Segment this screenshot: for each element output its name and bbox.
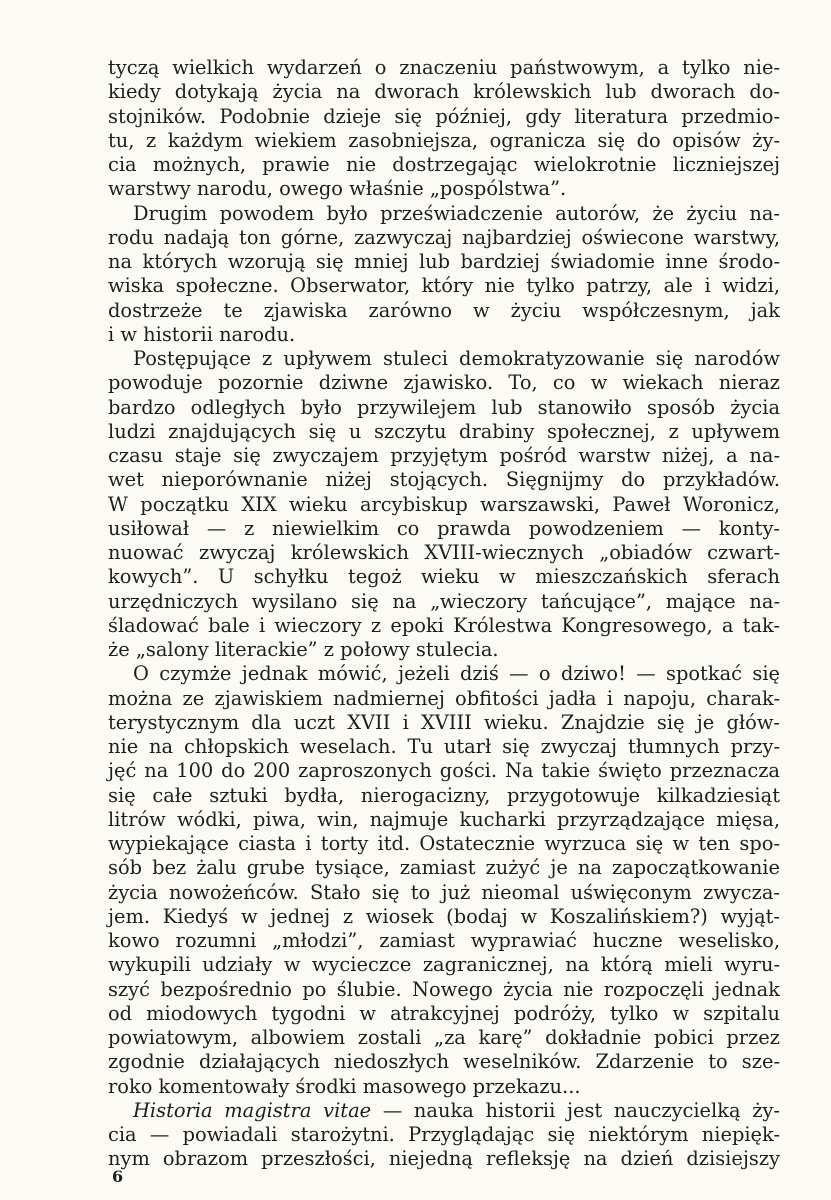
text-line: urzędniczych wysilano się na „wieczory tańcujące”, mające na- xyxy=(108,589,780,613)
text-line: W początku XIX wieku arcybiskup warszawski, Paweł Woronicz, xyxy=(108,492,780,516)
body-text xyxy=(108,56,780,1172)
text-line: cia możnych, prawie nie dostrzegając wielokrotnie liczniejszej xyxy=(108,153,780,176)
text-line: nuować zwyczaj królewskich XVIII-wiecznych „obiadów czwart- xyxy=(108,541,780,564)
text-line: szyć bezpośrednio po ślubie. Nowego życia nie rozpoczęli jednak xyxy=(108,977,780,1001)
text-line: życia nowożeńców. Stało się to już nieomal uświęconym zwycza- xyxy=(108,880,780,904)
text-line: jęć na 100 do 200 zaproszonych gości. Na takie święto przeznacza xyxy=(108,759,780,783)
text-line: śladować bale i wieczory z epoki Królestwa Kongresowego, a tak- xyxy=(108,613,780,637)
text-line: można ze zjawiskiem nadmiernej obfitości jadła i napoju, charak- xyxy=(108,686,780,710)
text-line: ludzi znajdujących się u szczytu drabiny społecznej, z upływem xyxy=(108,419,780,443)
text-line: Postępujące z upływem stuleci demokratyzowanie się narodów xyxy=(133,347,780,370)
text-line: kowych”. U schyłku tegoż wieku w mieszczańskich sferach xyxy=(108,565,780,589)
text-line: wykupili udziały w wycieczce zagranicznej, na którą mieli wyru- xyxy=(108,953,780,977)
text-line: powiatowym, albowiem zostali „za karę” dokładnie pobici przez xyxy=(108,1026,780,1049)
text-line: Drugim powodem było przeświadczenie autorów, że życiu na- xyxy=(133,201,780,225)
text-line: dostrzeże te zjawiska zarówno w życiu współczesnym, jak xyxy=(108,298,780,322)
text-line: wypiekające ciasta i torty itd. Ostatecznie wyrzuca się w ten spo- xyxy=(108,832,780,855)
text-line: i w historii narodu. xyxy=(108,322,296,346)
text-line: kiedy dotykają życia na dworach królewskich lub dworach do- xyxy=(108,80,780,104)
text-line: terystycznym dla uczt XVII i XVIII wieku. Znajdzie się je głów- xyxy=(108,710,780,734)
text-line: litrów wódki, piwa, win, najmuje kucharki przyrządzające mięsa, xyxy=(108,807,780,831)
text-line: cia — powiadali starożytni. Przyglądając się niektórym niepięk- xyxy=(108,1123,780,1146)
text-line: czasu staje się zwyczajem przyjętym pośród warstw niżej, a na- xyxy=(108,444,780,467)
text-line: od miodowych tygodni w atrakcyjnej podróży, tylko w szpitalu xyxy=(108,1001,780,1025)
text-line: O czymże jednak mówić, jeżeli dziś — o dziwo! — spotkać się xyxy=(133,662,780,686)
italic-phrase: Historia magistra vitae xyxy=(133,1098,372,1122)
text-line: wet nieporównanie niżej stojących. Sięgnijmy do przykładów. xyxy=(108,468,780,492)
text-line: zgodnie działających niedoszłych weselników. Zdarzenie to sze- xyxy=(108,1050,780,1074)
text-line xyxy=(108,1099,780,1123)
text-line: tu, z każdym wiekiem zasobniejsza, ogranicza się do opisów ży- xyxy=(108,128,780,152)
text-line: nie na chłopskich weselach. Tu utarł się zwyczaj tłumnych przy- xyxy=(108,735,780,758)
line-text: — nauka historii jest nauczycielką ży- xyxy=(371,1098,780,1122)
text-line: powoduje pozornie dziwne zjawisko. To, co w wiekach nieraz xyxy=(108,371,780,395)
text-line: na których wzorują się mniej lub bardziej świadomie inne środo- xyxy=(108,250,780,273)
page-number: 6 xyxy=(112,1167,124,1186)
text-line: nym obrazom przeszłości, niejedną refleksję na dzień dzisiejszy xyxy=(108,1147,780,1171)
text-line: stojników. Podobnie dzieje się później, gdy literatura przedmio- xyxy=(108,104,780,128)
text-line: rodu nadają ton górne, zazwyczaj najbardziej oświecone warstwy, xyxy=(108,225,780,249)
text-line: warstwy narodu, owego właśnie „pospólstwa”. xyxy=(108,177,567,201)
text-line: jem. Kiedyś w jednej z wiosek (bodaj w Koszalińskiem?) wyjąt- xyxy=(108,904,780,928)
text-line: tyczą wielkich wydarzeń o znaczeniu państwowym, a tylko nie- xyxy=(108,56,780,79)
text-line: bardzo odległych było przywilejem lub stanowiło sposób życia xyxy=(108,395,780,419)
text-line: wiska społeczne. Obserwator, który nie tylko patrzy, ale i widzi, xyxy=(108,274,780,298)
text-line: kowo rozumni „młodzi”, zamiast wyprawiać huczne weselisko, xyxy=(108,929,780,952)
text-line: że „salony literackie” z połowy stulecia. xyxy=(108,638,499,661)
text-line: roko komentowały środki masowego przekazu... xyxy=(108,1074,581,1098)
text-line: sób bez żalu grube tysiące, zamiast zużyć je na zapoczątkowanie xyxy=(108,856,780,880)
text-line: się całe sztuki bydła, nierogacizny, przygotowuje kilkadziesiąt xyxy=(108,783,780,807)
text-line: usiłował — z niewielkim co prawda powodzeniem — konty- xyxy=(108,516,780,540)
